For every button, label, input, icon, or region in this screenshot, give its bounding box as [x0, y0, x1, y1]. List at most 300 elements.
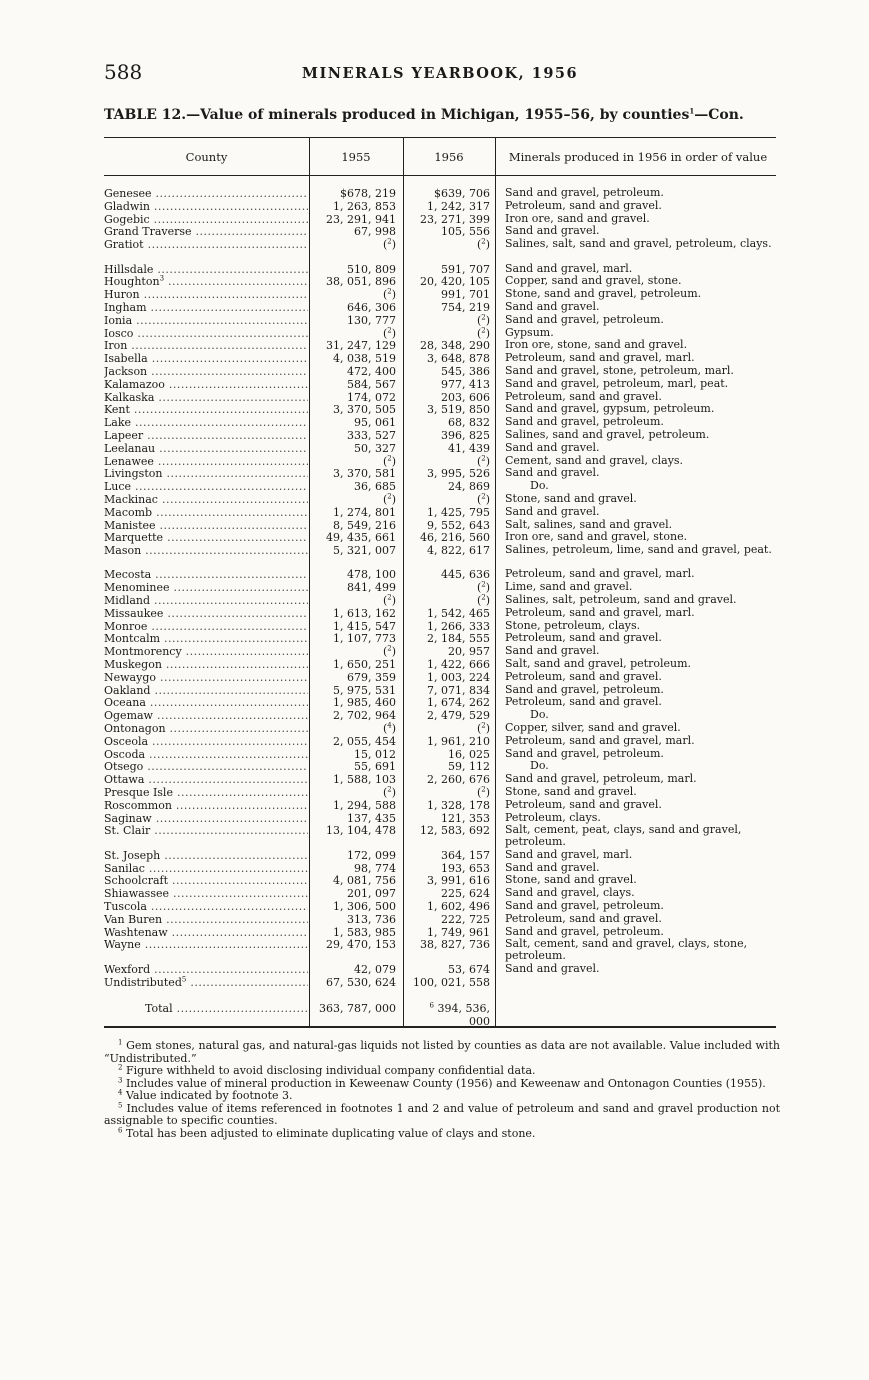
county-name: St. Joseph ..... — [104, 849, 308, 862]
footnote — [104, 1040, 780, 1065]
county-name: Iron ..... — [104, 339, 308, 352]
county-name: Lenawee ..... — [104, 455, 308, 468]
county-name: Montmorency ..... — [104, 645, 308, 658]
county-name: Mackinac ..... — [104, 493, 308, 506]
value-1955: 36, 685 — [354, 480, 396, 494]
table-row — [0, 467, 869, 480]
value-1956: 100, 021, 558 — [413, 975, 490, 989]
value-1955: 841, 499 — [347, 581, 396, 595]
running-title: MINERALS YEARBOOK, 1956 — [301, 65, 579, 82]
table-row — [0, 493, 869, 506]
value-1955: ($^2$) — [382, 785, 396, 799]
minerals-produced: Sand and gravel, petroleum. — [505, 746, 664, 760]
footnote-text: Includes value of mineral production in Keweenaw County (1956) and Keweenaw and Ontonagon Counties (1955). — [122, 1076, 766, 1090]
table-row — [0, 519, 869, 532]
county-name: Sanilac ..... — [104, 862, 308, 875]
table-row — [0, 594, 869, 607]
county-name: Huron ..... — [104, 288, 308, 301]
county-name: Luce ..... — [104, 480, 308, 493]
county-name: Osceola ..... — [104, 735, 308, 748]
footnote-mark: 5 — [181, 975, 187, 983]
value-1955: ($^4$) — [382, 721, 396, 735]
minerals-produced: Sand and gravel. — [505, 299, 600, 313]
county-name: Wexford ..... — [104, 963, 308, 976]
footnote-text: Figure withheld to avoid disclosing individual company confidential data. — [122, 1064, 536, 1077]
value-1956: 121, 353 — [441, 811, 490, 825]
minerals-produced: Iron ore, sand and gravel, stone. — [505, 530, 688, 544]
table-row — [0, 568, 869, 581]
value-1955: 478, 100 — [347, 568, 396, 582]
value-1955: 172, 099 — [347, 848, 396, 862]
column-header-minerals: Minerals produced in 1956 in order of value — [508, 150, 768, 164]
footnote-mark: 4 — [118, 1088, 123, 1097]
minerals-produced: Petroleum, sand and gravel, marl. — [505, 733, 695, 747]
county-name: Presque Isle ..... — [104, 786, 308, 799]
value-1956: 193, 653 — [441, 861, 490, 875]
minerals-produced: Petroleum, sand and gravel. — [505, 695, 662, 709]
county-name: Kent ..... — [104, 403, 308, 416]
value-1955: ($^2$) — [382, 453, 396, 468]
value-1955: 1, 650, 251 — [333, 658, 396, 671]
value-1955: 67, 998 — [354, 225, 396, 239]
county-name: Houghton$^3$ ..... — [104, 275, 308, 288]
value-1955: 13, 104, 478 — [326, 824, 396, 838]
minerals-produced: Gypsum. — [505, 325, 554, 339]
table-row — [0, 378, 869, 391]
minerals-produced: Sand and gravel. — [505, 466, 600, 480]
county-name: Iosco ..... — [104, 327, 308, 340]
total-1956: $^6$ 394, 536, 000 — [429, 1001, 490, 1028]
minerals-produced: Sand and gravel, stone, petroleum, marl. — [505, 363, 734, 377]
value-1955: 1, 588, 103 — [333, 773, 396, 787]
footnote-mark: 6 — [118, 1125, 123, 1134]
minerals-produced: Sand and gravel. — [505, 224, 600, 238]
minerals-produced: Petroleum, sand and gravel. — [505, 198, 662, 212]
county-name: Ontonagon ..... — [104, 722, 308, 735]
table-row — [0, 288, 869, 301]
value-1955: 1, 107, 773 — [333, 632, 396, 646]
footnote-mark: 3 — [118, 1075, 123, 1084]
value-1956: 53, 674 — [448, 962, 490, 976]
table-row — [0, 314, 869, 327]
column-header-1956: 1956 — [434, 150, 464, 164]
minerals-produced: Sand and gravel. — [505, 961, 600, 975]
value-1956: 1, 422, 666 — [427, 658, 490, 671]
value-1955: 646, 306 — [347, 300, 396, 314]
table-row — [0, 874, 869, 887]
value-1956: 545, 386 — [441, 364, 490, 378]
table-row — [0, 391, 869, 404]
minerals-produced: Sand and gravel, petroleum. — [505, 186, 664, 199]
value-1955: 3, 370, 505 — [333, 403, 396, 417]
minerals-produced: Salt, cement, peat, clays, sand and gravel, petroleum. — [505, 823, 742, 848]
table-row — [0, 301, 869, 314]
footnote-mark: 5 — [118, 1100, 123, 1109]
minerals-produced: Sand and gravel, petroleum. — [505, 415, 664, 429]
county-name: St. Clair ..... — [104, 824, 308, 837]
value-1956: 754, 219 — [441, 300, 490, 314]
county-name: Ionia ..... — [104, 314, 308, 327]
minerals-produced: Do. — [530, 708, 549, 722]
minerals-produced: Do. — [530, 759, 549, 773]
value-1956: 28, 348, 290 — [420, 339, 490, 353]
table-row — [0, 506, 869, 519]
minerals-produced: Petroleum, sand and gravel. — [505, 631, 662, 645]
value-1955: 15, 012 — [354, 747, 396, 761]
minerals-produced: Stone, sand and gravel. — [505, 785, 637, 798]
table-row — [0, 748, 869, 761]
county-name: Kalamazoo ..... — [104, 378, 308, 391]
footnote-mark: 3 — [159, 275, 165, 283]
county-name: Marquette ..... — [104, 531, 308, 544]
county-name: Wayne ..... — [104, 938, 308, 951]
footnote-text: Includes value of items referenced in footnotes 1 and 2 and value of petroleum and sand and gravel production not assignable to specific counties. — [104, 1101, 780, 1127]
value-1955: 49, 435, 661 — [326, 531, 396, 545]
value-1956: 1, 602, 496 — [427, 900, 490, 913]
value-1956: ($^2$) — [476, 785, 490, 799]
minerals-produced: Sand and gravel. — [505, 440, 600, 454]
value-1955: 472, 400 — [347, 364, 396, 378]
table-row — [0, 327, 869, 340]
value-1955: ($^2$) — [382, 644, 396, 659]
table-row — [0, 238, 869, 251]
table-row — [0, 213, 869, 226]
value-1956: 41, 439 — [448, 441, 490, 455]
value-1956: 4, 822, 617 — [427, 544, 490, 558]
county-name: Manistee ..... — [104, 519, 308, 532]
minerals-produced: Petroleum, sand and gravel, marl. — [505, 351, 695, 365]
county-name: Newaygo ..... — [104, 671, 308, 684]
footnote — [104, 1100, 780, 1128]
value-1955: 98, 774 — [354, 861, 396, 875]
value-1955: 201, 097 — [347, 887, 396, 901]
value-1956: 445, 636 — [441, 568, 490, 582]
value-1956: 991, 701 — [441, 288, 490, 302]
minerals-produced: Stone, sand and gravel. — [505, 873, 637, 887]
value-1955: 1, 294, 588 — [333, 798, 396, 812]
value-1955: ($^2$) — [382, 237, 396, 252]
minerals-produced: Lime, sand and gravel. — [505, 580, 633, 594]
county-name: Monroe ..... — [104, 620, 308, 633]
table-row — [0, 735, 869, 748]
minerals-produced: Sand and gravel, marl. — [505, 847, 633, 861]
minerals-produced: Petroleum, sand and gravel. — [505, 797, 662, 811]
value-1955: 1, 613, 162 — [333, 606, 396, 620]
value-1955: 50, 327 — [354, 441, 396, 455]
minerals-produced: Salines, salt, petroleum, sand and gravel. — [505, 593, 737, 606]
minerals-produced: Petroleum, sand and gravel, marl. — [505, 605, 695, 619]
value-1956: 20, 420, 105 — [420, 275, 490, 289]
minerals-produced: Stone, sand and gravel, petroleum. — [505, 287, 702, 301]
table-row — [0, 937, 869, 962]
column-header-1955: 1955 — [341, 150, 371, 164]
minerals-produced: Salines, petroleum, lime, sand and gravel, peat. — [505, 543, 772, 557]
table-row — [0, 455, 869, 468]
table-row — [0, 480, 869, 493]
table-row — [0, 187, 869, 200]
footnote-text: Gem stones, natural gas, and natural-gas liquids not listed by counties as data are not available. Value included with “Undistributed.” — [104, 1039, 780, 1065]
minerals-produced: Cement, sand and gravel, clays. — [505, 453, 684, 467]
value-1956: 23, 271, 399 — [420, 212, 490, 226]
table-row — [0, 976, 869, 989]
minerals-produced: Iron ore, sand and gravel. — [505, 211, 650, 225]
value-1956: 7, 071, 834 — [427, 683, 490, 697]
value-1956: 12, 583, 692 — [420, 824, 490, 838]
value-1955: 1, 985, 460 — [333, 696, 396, 710]
value-1956: 3, 991, 616 — [427, 874, 490, 888]
county-name: Menominee ..... — [104, 581, 308, 594]
value-1956: ($^2$) — [476, 313, 490, 327]
minerals-produced: Petroleum, sand and gravel. — [505, 669, 662, 683]
minerals-produced: Salt, salines, sand and gravel. — [505, 517, 673, 531]
value-1955: 4, 081, 756 — [333, 874, 396, 888]
table-row — [0, 352, 869, 365]
value-1956: 2, 184, 555 — [427, 632, 490, 646]
value-1955: ($^2$) — [382, 593, 396, 607]
table-row — [0, 671, 869, 684]
minerals-produced: Copper, sand and gravel, stone. — [505, 274, 682, 288]
table-row — [0, 275, 869, 288]
minerals-produced: Petroleum, sand and gravel. — [505, 389, 662, 403]
value-1956: ($^2$) — [476, 325, 490, 340]
table-row — [0, 862, 869, 875]
minerals-produced: Salines, sand and gravel, petroleum. — [505, 427, 710, 441]
table-row — [0, 887, 869, 900]
table-row — [0, 429, 869, 442]
county-name: Roscommon ..... — [104, 799, 308, 812]
value-1956: 68, 832 — [448, 416, 490, 430]
value-1955: ($^2$) — [382, 492, 396, 506]
minerals-produced: Sand and gravel, gypsum, petroleum. — [505, 402, 715, 416]
minerals-produced: Sand and gravel. — [505, 504, 600, 518]
minerals-produced: Copper, silver, sand and gravel. — [505, 721, 681, 734]
county-name: Leelanau ..... — [104, 442, 308, 455]
value-1955: 174, 072 — [347, 390, 396, 404]
value-1956: 59, 112 — [448, 760, 490, 774]
county-name: Oscoda ..... — [104, 748, 308, 761]
county-name: Oceana ..... — [104, 696, 308, 709]
county-name: Mecosta ..... — [104, 568, 308, 581]
minerals-produced: Salt, sand and gravel, petroleum. — [505, 657, 692, 670]
county-name: Kalkaska ..... — [104, 391, 308, 404]
minerals-produced: Petroleum, sand and gravel, marl. — [505, 567, 695, 581]
table-row — [0, 849, 869, 862]
county-name: Livingston ..... — [104, 467, 308, 480]
value-1955: 584, 567 — [347, 377, 396, 391]
value-1956: 38, 827, 736 — [420, 938, 490, 952]
value-1955: 29, 470, 153 — [326, 938, 396, 952]
value-1956: 1, 749, 961 — [427, 925, 490, 939]
table-row — [0, 760, 869, 773]
minerals-produced: Sand and gravel, petroleum, marl. — [505, 772, 697, 786]
table-title-suffix: —Con. — [694, 107, 744, 123]
minerals-produced: Sand and gravel, petroleum. — [505, 924, 664, 938]
value-1956: 1, 266, 333 — [427, 619, 490, 633]
value-1956: 9, 552, 643 — [427, 518, 490, 532]
table-row — [0, 823, 869, 848]
value-1955: 55, 691 — [354, 760, 396, 774]
table-row — [0, 658, 869, 671]
table-row — [0, 632, 869, 645]
county-name: Schoolcraft ..... — [104, 874, 308, 887]
value-1956: ($^2$) — [476, 721, 490, 735]
value-1956: 396, 825 — [441, 428, 490, 442]
value-1955: 1, 274, 801 — [333, 505, 396, 519]
value-1956: 3, 995, 526 — [427, 467, 490, 481]
minerals-produced: Sand and gravel, petroleum. — [505, 682, 664, 696]
value-1955: 42, 079 — [354, 962, 396, 976]
table-top-rule — [104, 137, 776, 138]
minerals-produced: Iron ore, stone, sand and gravel. — [505, 338, 688, 352]
county-name: Saginaw ..... — [104, 812, 308, 825]
county-name: Midland ..... — [104, 594, 308, 607]
county-name: Undistributed$^5$ ..... — [104, 976, 308, 989]
value-1956: 1, 674, 262 — [427, 696, 490, 710]
value-1956: ($^2$) — [476, 492, 490, 506]
value-1956: 46, 216, 560 — [420, 531, 490, 545]
county-name: Isabella ..... — [104, 352, 308, 365]
value-1956: 203, 606 — [441, 390, 490, 404]
value-1956: 1, 961, 210 — [427, 734, 490, 748]
value-1955: 38, 051, 896 — [326, 275, 396, 289]
table-row — [0, 581, 869, 594]
table-row — [0, 645, 869, 658]
column-header-county: County — [185, 150, 228, 164]
value-1956: 24, 869 — [448, 480, 490, 494]
county-name: Genesee ..... — [104, 187, 308, 200]
value-1955: 137, 435 — [347, 811, 396, 825]
county-name: Ogemaw ..... — [104, 709, 308, 722]
value-1955: 2, 055, 454 — [333, 734, 396, 748]
minerals-produced: Sand and gravel, petroleum. — [505, 312, 664, 326]
minerals-produced: Do. — [530, 479, 549, 493]
footnote-mark: 2 — [118, 1063, 123, 1072]
minerals-produced: Petroleum, sand and gravel. — [505, 911, 662, 925]
value-1955: 31, 247, 129 — [326, 339, 396, 353]
value-1955: 5, 975, 531 — [333, 683, 396, 697]
value-1955: 95, 061 — [354, 416, 396, 430]
county-name: Oakland ..... — [104, 684, 308, 697]
table-row — [0, 607, 869, 620]
value-1955: ($^2$) — [382, 325, 396, 340]
value-1955: 130, 777 — [347, 313, 396, 327]
value-1956: 2, 479, 529 — [427, 709, 490, 723]
value-1956: 1, 003, 224 — [427, 670, 490, 684]
table-total-row — [0, 1001, 869, 1028]
value-1955: 1, 583, 985 — [333, 925, 396, 939]
value-1956: 225, 624 — [441, 887, 490, 901]
county-name: Ottawa ..... — [104, 773, 308, 786]
minerals-produced: Stone, sand and gravel. — [505, 491, 637, 505]
table-row — [0, 365, 869, 378]
minerals-produced: Salines, salt, sand and gravel, petroleum, clays. — [505, 237, 772, 251]
footnote-mark: 1 — [118, 1038, 123, 1047]
minerals-produced: Sand and gravel, marl. — [505, 261, 633, 275]
footnote-text: Value indicated by footnote 3. — [122, 1089, 293, 1102]
value-1955: 1, 415, 547 — [333, 619, 396, 633]
value-1955: 5, 321, 007 — [333, 544, 396, 558]
county-name: Washtenaw ..... — [104, 926, 308, 939]
value-1955: 333, 527 — [347, 428, 396, 442]
total-label: Total ..... — [145, 1002, 308, 1015]
table-row — [0, 709, 869, 722]
value-1956: 1, 425, 795 — [427, 505, 490, 519]
total-1955: 363, 787, 000 — [319, 1002, 396, 1015]
value-1956: 1, 328, 178 — [427, 798, 490, 812]
table-row — [0, 263, 869, 276]
page-header — [104, 60, 776, 86]
value-1955: 4, 038, 519 — [333, 352, 396, 366]
value-1956: 1, 242, 317 — [427, 199, 490, 213]
county-name: Missaukee ..... — [104, 607, 308, 620]
table-row — [0, 963, 869, 976]
minerals-produced: Petroleum, clays. — [505, 810, 601, 824]
value-1956: 591, 707 — [441, 262, 490, 276]
table-row — [0, 403, 869, 416]
value-1956: ($^2$) — [476, 593, 490, 607]
value-1956: 16, 025 — [448, 747, 490, 761]
table-row — [0, 696, 869, 709]
value-1955: ($^2$) — [382, 287, 396, 302]
minerals-produced: Sand and gravel. — [505, 860, 600, 874]
table-row — [0, 200, 869, 213]
county-name: Ingham ..... — [104, 301, 308, 314]
table-header-rule — [104, 175, 776, 176]
county-name: Gratiot ..... — [104, 238, 308, 251]
county-name: Mason ..... — [104, 544, 308, 557]
page-number: 588 — [104, 60, 143, 84]
footnotes — [104, 1040, 780, 1140]
table-row — [0, 620, 869, 633]
value-1955: 2, 702, 964 — [333, 709, 396, 723]
table-title — [104, 107, 784, 123]
table-row — [0, 544, 869, 557]
table-row — [0, 416, 869, 429]
value-1956: $639, 706 — [434, 187, 490, 200]
value-1955: 679, 359 — [347, 670, 396, 684]
table-row — [0, 900, 869, 913]
value-1955: 1, 306, 500 — [333, 900, 396, 913]
value-1955: 313, 736 — [347, 912, 396, 926]
minerals-produced: Stone, petroleum, clays. — [505, 618, 641, 632]
value-1956: 20, 957 — [448, 645, 490, 659]
minerals-produced: Sand and gravel, clays. — [505, 886, 635, 900]
table-row — [0, 339, 869, 352]
value-1956: ($^2$) — [476, 237, 490, 252]
table-row — [0, 799, 869, 812]
county-name: Tuscola ..... — [104, 900, 308, 913]
county-name: Lake ..... — [104, 416, 308, 429]
minerals-produced: Sand and gravel, petroleum, marl, peat. — [505, 376, 729, 390]
table-title-text: TABLE 12.—Value of minerals produced in Michigan, 1955–56, by counties — [104, 107, 690, 123]
value-1956: 105, 556 — [441, 225, 490, 239]
table-row — [0, 442, 869, 455]
value-1955: 3, 370, 581 — [333, 467, 396, 481]
value-1956: ($^2$) — [476, 453, 490, 468]
county-name: Grand Traverse ..... — [104, 225, 308, 238]
table-row — [0, 913, 869, 926]
county-name: Gogebic ..... — [104, 213, 308, 226]
table-row — [0, 786, 869, 799]
county-name: Lapeer ..... — [104, 429, 308, 442]
value-1955: 8, 549, 216 — [333, 518, 396, 532]
county-name: Gladwin ..... — [104, 200, 308, 213]
value-1955: 1, 263, 853 — [333, 199, 396, 213]
table-title-footnote-mark: 1 — [689, 106, 695, 116]
minerals-produced: Salt, cement, sand and gravel, clays, stone, petroleum. — [505, 937, 748, 962]
value-1955: 67, 530, 624 — [326, 975, 396, 989]
value-1956: 3, 648, 878 — [427, 352, 490, 366]
